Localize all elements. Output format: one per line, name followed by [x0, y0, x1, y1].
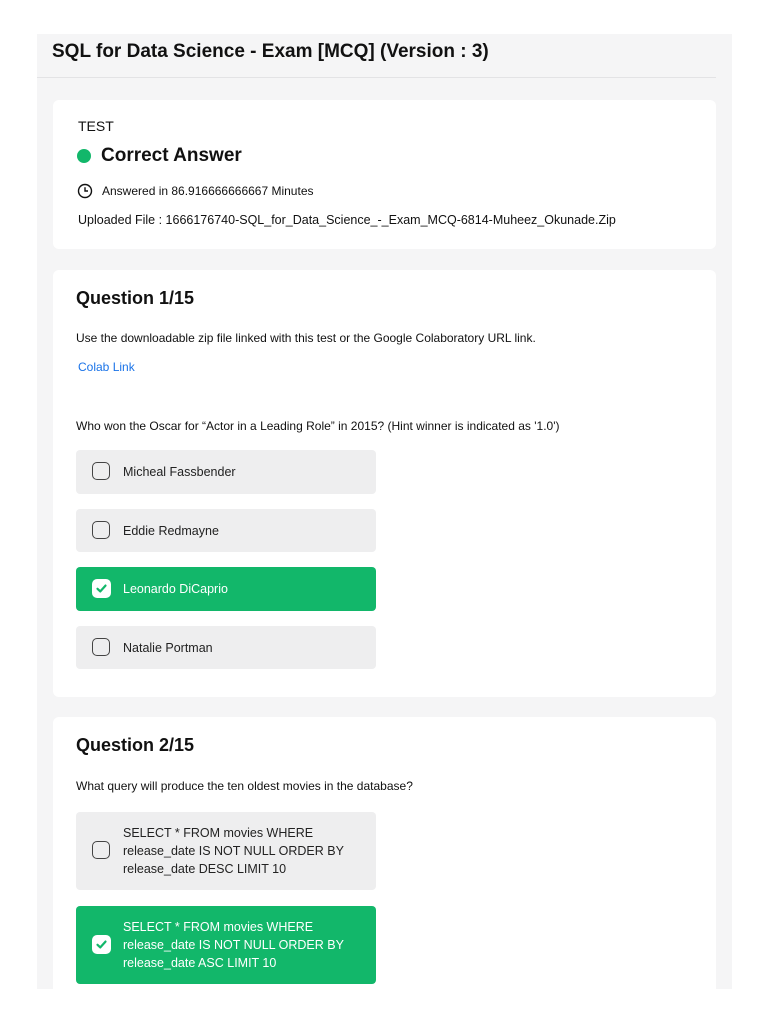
checkbox-checked-icon[interactable] [92, 579, 111, 598]
checkbox-unchecked-icon[interactable] [92, 462, 110, 480]
answer-option-label: SELECT * FROM movies WHERE release_date IS NOT NULL ORDER BY release_date DESC LIMIT 10 [123, 826, 344, 876]
answer-option[interactable] [76, 626, 376, 669]
uploaded-file-text: Uploaded File : 1666176740-SQL_for_Data_Science_-_Exam_MCQ-6814-Muheez_Okunade.Zip [78, 213, 616, 227]
answer-option-label: Micheal Fassbender [123, 465, 236, 479]
status-text: Correct Answer [101, 145, 242, 166]
question-prompt: Who won the Oscar for “Actor in a Leading Role” in 2015? (Hint winner is indicated as '1.0') [76, 419, 560, 433]
exam-page [37, 34, 732, 989]
answer-time-text: Answered in 86.916666666667 Minutes [102, 184, 314, 198]
checkbox-unchecked-icon[interactable] [92, 521, 110, 539]
question-heading: Question 1/15 [76, 288, 195, 308]
answer-option[interactable] [76, 812, 376, 890]
answer-time-row [77, 183, 314, 199]
answer-option-label: Eddie Redmayne [123, 523, 219, 538]
question-card-1 [53, 270, 716, 697]
colab-link[interactable]: Colab Link [78, 360, 135, 374]
clock-icon [77, 183, 93, 199]
checkbox-unchecked-icon[interactable] [92, 638, 110, 656]
answer-option-selected[interactable] [76, 906, 376, 984]
checkbox-checked-icon[interactable] [92, 935, 111, 954]
result-summary-card [53, 100, 716, 249]
page-title: SQL for Data Science - Exam [MCQ] (Version : 3) [52, 41, 489, 62]
status-row [77, 145, 242, 167]
question-card-2 [53, 717, 716, 989]
question-instruction: Use the downloadable zip file linked with this test or the Google Colaboratory URL link. [76, 331, 536, 345]
question-heading: Question 2/15 [76, 735, 195, 755]
checkmark-icon [95, 938, 108, 951]
checkbox-unchecked-icon[interactable] [92, 841, 110, 859]
answer-option-label: Natalie Portman [123, 640, 213, 655]
answer-option-label: SELECT * FROM movies WHERE release_date IS NOT NULL ORDER BY release_date ASC LIMIT 10 [123, 920, 344, 970]
test-label: TEST [78, 118, 114, 134]
answer-option-label: Leonardo DiCaprio [123, 582, 228, 596]
title-bar [37, 34, 716, 78]
checkmark-icon [95, 582, 108, 595]
answer-option[interactable] [76, 509, 376, 552]
answer-option-selected[interactable] [76, 567, 376, 611]
answer-option[interactable] [76, 450, 376, 494]
status-dot-icon [77, 149, 91, 163]
question-prompt: What query will produce the ten oldest movies in the database? [76, 779, 413, 793]
